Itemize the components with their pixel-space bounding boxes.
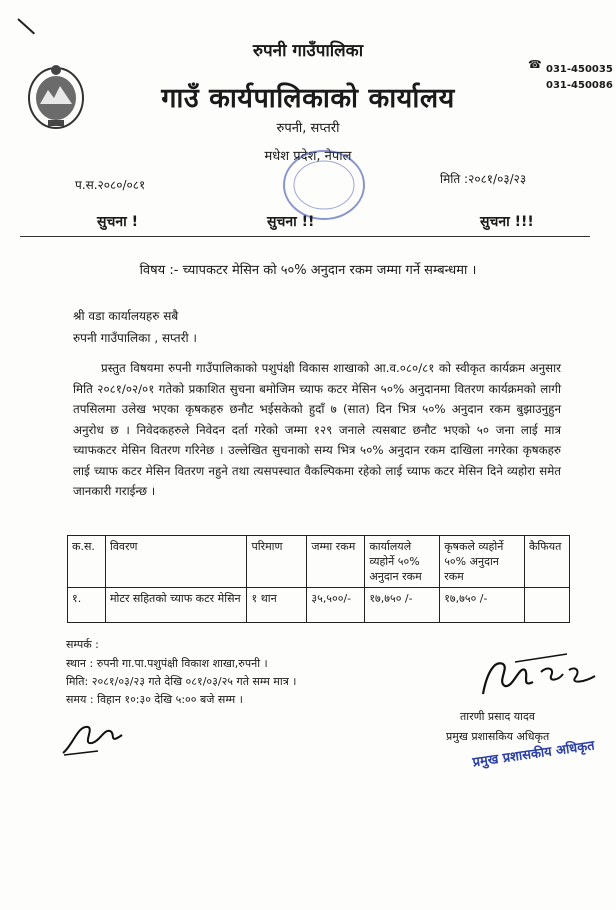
- table-cell: ३५,५००/-: [307, 588, 365, 623]
- subject-line: विषय :- च्यापकटर मेसिन को ५०% अनुदान रकम जम्मा गर्ने सम्बन्धमा ।: [139, 263, 477, 278]
- office-province: मधेश प्रदेश, नेपाल: [264, 149, 352, 164]
- contact-heading: सम्पर्क :: [66, 638, 99, 651]
- notice-heading: सुचना !!: [267, 214, 315, 230]
- table-header-row: [68, 536, 570, 588]
- table-cell: मोटर सहितको च्याफ कटर मेसिन: [105, 588, 247, 623]
- municipality-name: रुपनी गाउँपालिका: [252, 41, 364, 61]
- table-header-cell: क.स.: [68, 536, 106, 588]
- contact-time: समय : विहान १०:३० देखि ५:०० बजे सम्म ।: [66, 693, 243, 706]
- contact-dates: मिति: २०८१/०३/२३ गते देखि ०८१/०३/२५ गते सम्म मात्र ।: [66, 675, 297, 688]
- table-cell: १७,७५० /-: [440, 588, 525, 623]
- table-header-cell: विवरण: [105, 536, 247, 588]
- letter-date: मिति :२०८१/०३/२३: [440, 172, 527, 186]
- office-place: रुपनी, सप्तरी: [276, 121, 340, 136]
- signatory-name: तारणी प्रसाद यादव: [460, 710, 535, 723]
- handwritten-signature: [58, 715, 128, 760]
- phone-number: 031-450086: [546, 80, 613, 91]
- signatory-title: प्रमुख प्रशासकिय अधिकृत: [446, 730, 550, 743]
- office-title: गाउँ कार्यपालिकाको कार्यालय: [161, 83, 455, 114]
- table-header-cell: जम्मा रकम: [307, 536, 365, 588]
- handwritten-signature: [475, 652, 605, 702]
- contact-place: स्थान : रुपनी गा.पा.पशुपंक्षी विकाश शाखा,रुपनी ।: [66, 657, 268, 670]
- table-cell: [524, 588, 569, 623]
- notice-heading: सुचना !!!: [480, 214, 534, 230]
- beneficiary-table: [67, 535, 570, 623]
- table-cell: १.: [68, 588, 106, 623]
- addressee-line: रुपनी गाउँपालिका , सप्तरी ।: [73, 331, 197, 345]
- table-header-cell: कैफियत: [524, 536, 569, 588]
- table-cell: १ थान: [247, 588, 307, 623]
- corner-mark: [17, 18, 35, 34]
- table-cell: १७,७५० /-: [365, 588, 440, 623]
- table-header-cell: परिमाण: [247, 536, 307, 588]
- phone-numbers: [546, 62, 613, 94]
- table-row: [68, 588, 570, 623]
- officer-stamp: प्रमुख प्रशासकीय अधिकृत: [471, 738, 596, 771]
- notice-heading: सुचना !: [97, 214, 139, 230]
- reference-number: प.स.२०८०/०८१: [75, 178, 146, 192]
- phone-number: 031-450035: [546, 64, 613, 75]
- telephone-icon: ☎: [528, 58, 542, 71]
- addressee-line: श्री वडा कार्यालयहरु सबै: [73, 309, 179, 323]
- divider: [20, 236, 590, 237]
- letter-body: प्रस्तुत विषयमा रुपनी गाउँपालिकाको पशुपंक्षी विकास शाखाको आ.व.०८०/८१ को स्वीकृत कार्यक्रम अनुसार मिति २०८१/०२/०१ गतेको प्रकाशित सुचना बमोजिम च्याफ कटर मेसिन ५०% अनुदानमा वितरण कार्यक्रमको लागी तपसिलमा उलेख भएका कृषकहरु छनौट भईसकेको हुदाँ ७ (सात) दिन भित्र ५०% अनुदान रकम बुझाउनुहुन अनुरोध छ । निवेदकहरुले निवेदन दर्ता गरेको जम्मा १२९ जनाले त्यसबाट छनौट भएको ५० जना लाई मात्र च्याफकटर मेसिन वितरण गरिनेछ । उल्लेखित सुचनाको सम्य भित्र ५०% अनुदान रकम दाखिला नगरेका कृषकहरु लाई च्याफ कटर मेसिन वितरण नहुने तथा त्यसपस्चात वैकल्पिकमा रहेको लाई च्याफ कटर मेसिन दिने व्यहोरा समेत जानकारी गराईन्छ ।: [73, 361, 561, 498]
- table-header-cell: कार्यालयले व्यहोर्ने ५०% अनुदान रकम: [365, 536, 440, 588]
- table-header-cell: कृषकले व्यहोर्ने ५०% अनुदान रकम: [440, 536, 525, 588]
